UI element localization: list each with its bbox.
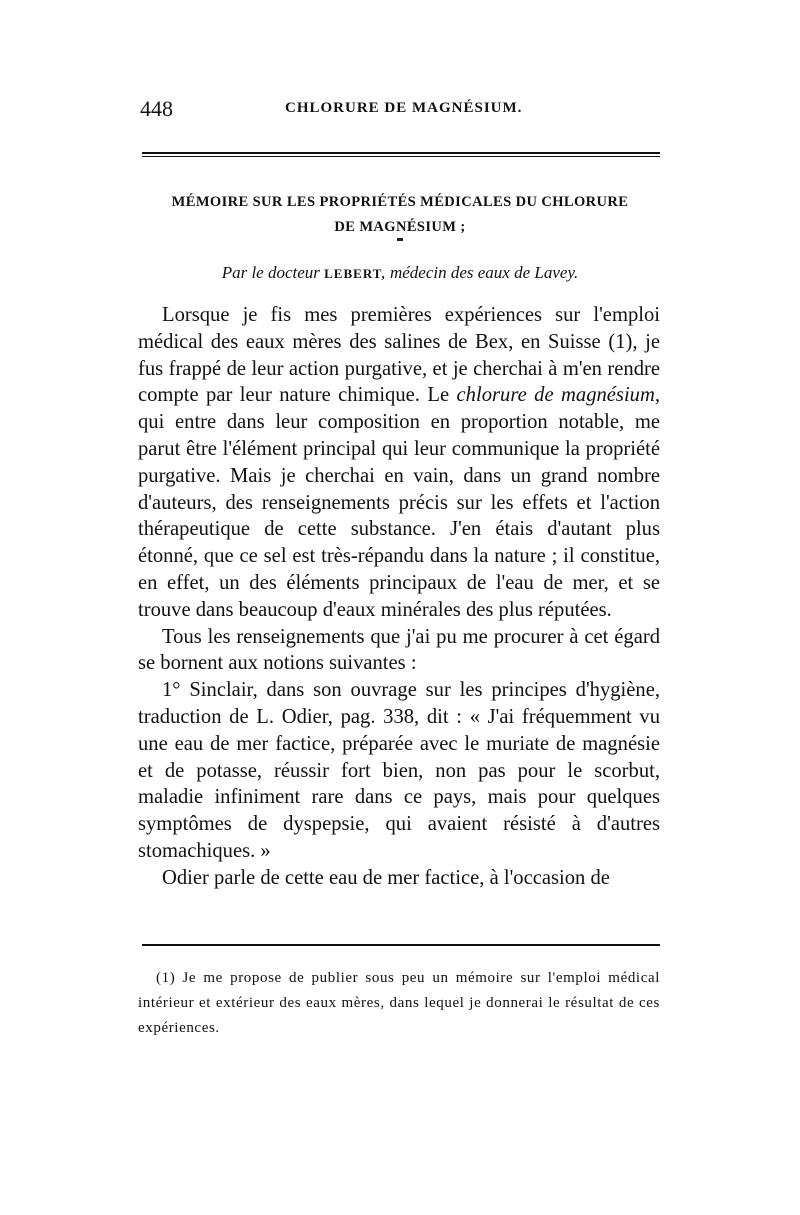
article-title-line-1: MÉMOIRE SUR LES PROPRIÉTÉS MÉDICALES DU CHLORURE (171, 194, 629, 210)
article-title-line-2: DE MAGNÉSIUM ; (334, 219, 466, 235)
byline-author: LEBERT, (324, 266, 386, 281)
paragraph-1-part-b: qui entre dans leur composition en proportion notable, me parut être l'élément principal qui leur communique la propriété purgative. Mais je cherchai en vain, dans un grand nombre d'auteurs, des renseignements précis sur les effets et l'action thérapeutique de cette substance. J'en étais d'autant plus étonné, que ce sel est très-répandu dans la nature ; il constitue, en effet, un des éléments principaux de l'eau de mer, et se trouve dans beaucoup d'eaux minérales des plus réputées. (138, 411, 660, 621)
paragraph-1-italic: chlorure de magnésium, (456, 384, 660, 407)
paragraph-3: 1° Sinclair, dans son ouvrage sur les principes d'hygiène, traduction de L. Odier, pag. 338, dit : « J'ai fréquemment vu une eau de mer factice, préparée avec le muriate de magnésie et de potasse, réussir fort bien, non pas pour le scorbut, maladie infiniment rare dans ce pays, mais pour quelques symptômes de dyspepsie, qui avaient résisté à d'autres stomachiques. » (138, 679, 660, 862)
paragraph-4: Odier parle de cette eau de mer factice, à l'occasion de (162, 866, 610, 889)
footnote (138, 966, 660, 1041)
byline-suffix: médecin des eaux de Lavey. (389, 263, 579, 282)
separator-mark (397, 238, 403, 241)
paragraph-2: Tous les renseignements que j'ai pu me procurer à cet égard se bornent aux notions suivantes : (138, 625, 660, 675)
byline-prefix: Par le docteur (221, 263, 320, 282)
paragraph-1 (138, 302, 660, 624)
running-title: CHLORURE DE MAGNÉSIUM. (285, 100, 523, 116)
footnote-rule (142, 944, 660, 946)
article-title (150, 190, 650, 240)
body-text (138, 302, 660, 892)
byline (150, 263, 650, 283)
page-number: 448 (140, 96, 173, 121)
paragraph-1-part-a: Lorsque je fis mes premières expériences sur l'emploi médical des eaux mères des salines de Bex, en Suisse (1), je fus frappé de leur action purgative, et je cherchai à m'en rendre compte par leur nature chimique. Le (138, 304, 660, 407)
running-head (140, 96, 660, 126)
footnote-text: (1) Je me propose de publier sous peu un mémoire sur l'emploi médical intérieur et extérieur des eaux mères, dans lequel je donnerai le résultat de ces expériences. (138, 970, 660, 1036)
header-double-rule (142, 152, 660, 157)
